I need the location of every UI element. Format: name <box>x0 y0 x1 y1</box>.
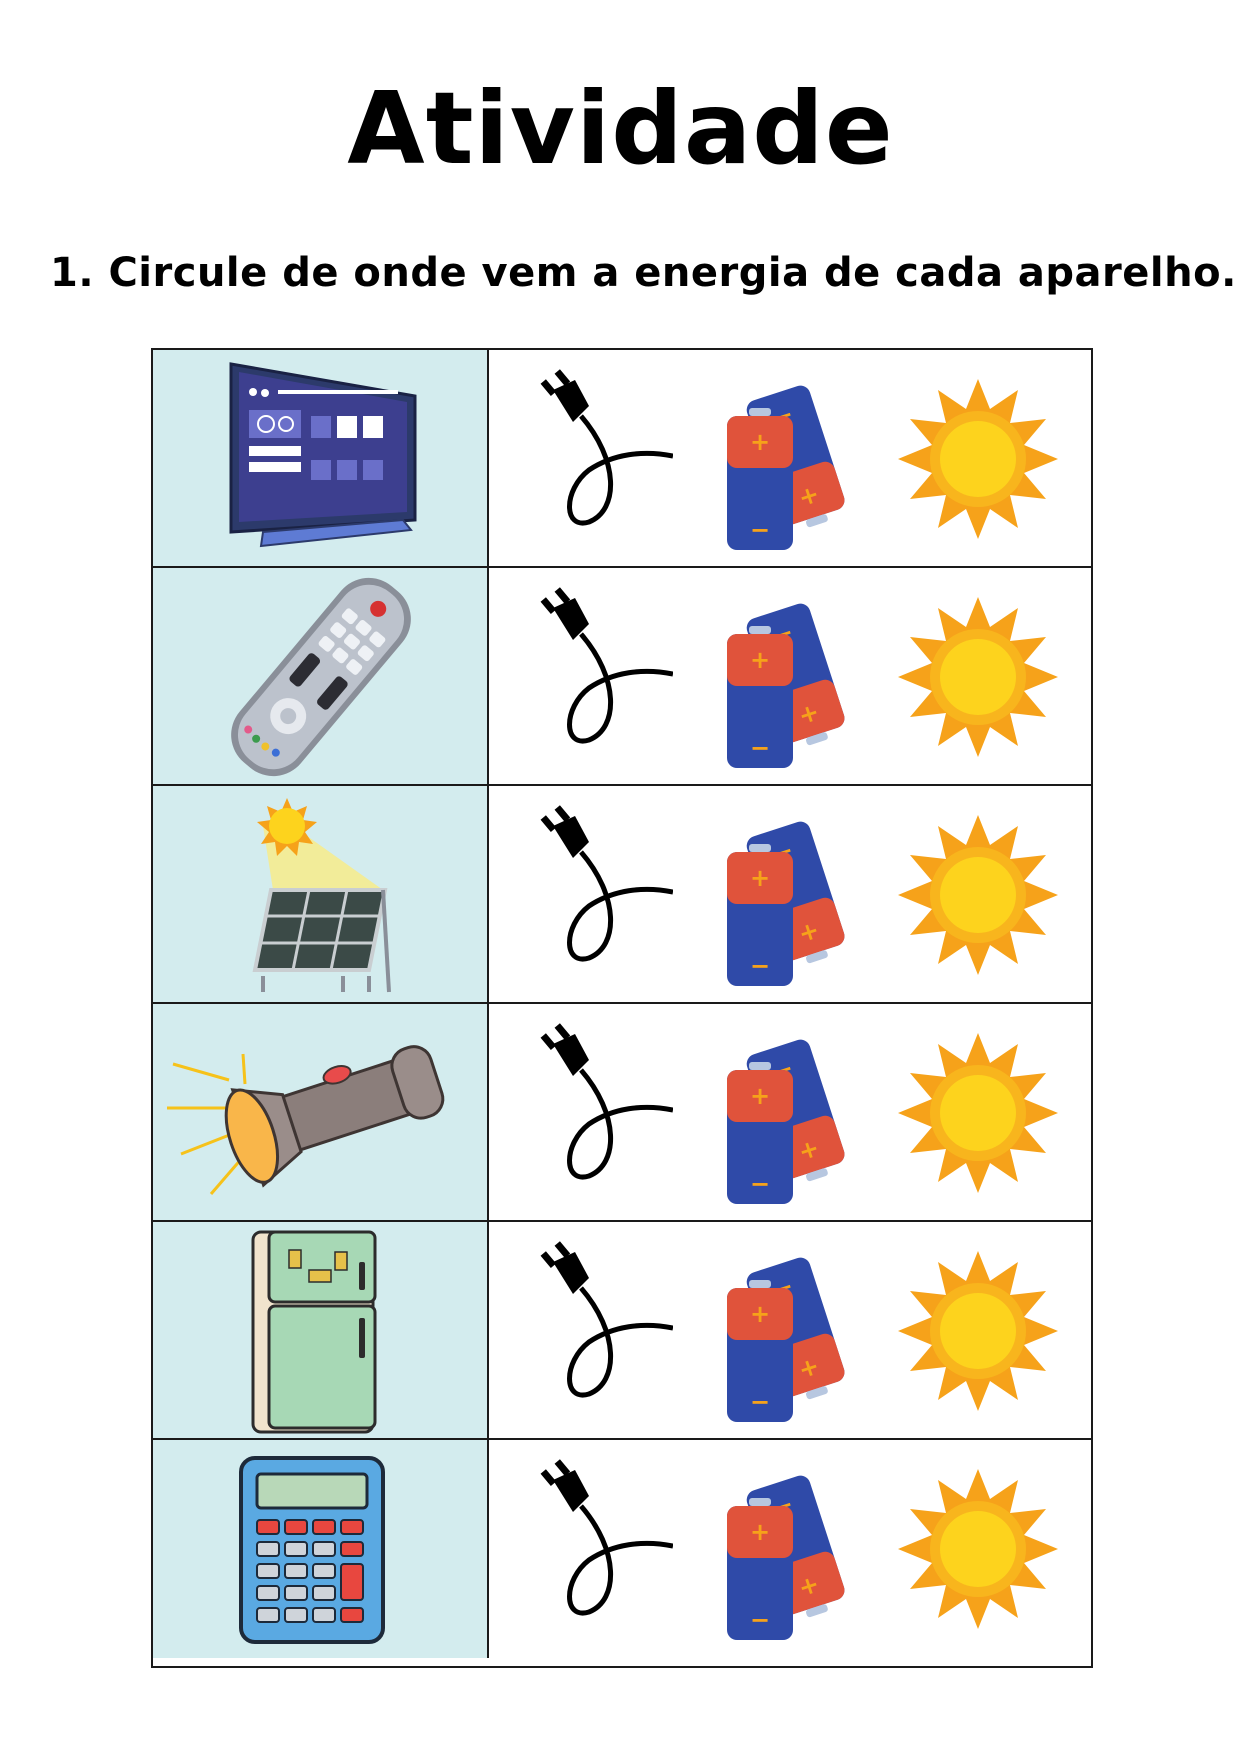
page-title: Atividade <box>347 70 894 187</box>
refrigerator-icon <box>153 1222 489 1440</box>
table-row <box>153 350 1091 568</box>
solar-panel-icon <box>153 786 489 1004</box>
battery-icon <box>699 1222 849 1440</box>
sun-option[interactable] <box>893 1440 1063 1658</box>
svg-text:−: − <box>749 1170 771 1198</box>
sun-option[interactable] <box>893 350 1063 566</box>
sun-option[interactable] <box>893 1004 1063 1220</box>
svg-text:+: + <box>749 1300 771 1328</box>
svg-text:+: + <box>794 1569 823 1603</box>
plug-option[interactable] <box>523 568 673 784</box>
table-row <box>153 1222 1091 1440</box>
battery-option[interactable] <box>699 1222 849 1438</box>
battery-icon <box>699 786 849 1004</box>
table-row <box>153 1004 1091 1222</box>
plug-icon <box>523 350 673 568</box>
plug-option[interactable] <box>523 1222 673 1438</box>
svg-text:+: + <box>794 1351 823 1385</box>
battery-option[interactable] <box>699 1440 849 1658</box>
battery-icon <box>699 1440 849 1658</box>
battery-option[interactable] <box>699 350 849 566</box>
sun-icon <box>893 350 1063 568</box>
device-cell <box>153 1222 489 1438</box>
sun-icon <box>893 786 1063 1004</box>
sun-option[interactable] <box>893 1222 1063 1438</box>
table-row <box>153 786 1091 1004</box>
plug-icon <box>523 786 673 1004</box>
svg-text:−: − <box>749 1606 771 1634</box>
plug-icon <box>523 1222 673 1440</box>
activity-table <box>151 348 1093 1668</box>
device-cell <box>153 1440 489 1658</box>
svg-text:−: − <box>749 1388 771 1416</box>
calculator-icon <box>153 1440 489 1658</box>
plug-option[interactable] <box>523 786 673 1002</box>
sun-icon <box>893 1222 1063 1440</box>
sun-option[interactable] <box>893 568 1063 784</box>
svg-text:+: + <box>749 1518 771 1546</box>
plug-option[interactable] <box>523 1440 673 1658</box>
battery-icon <box>699 568 849 786</box>
battery-icon <box>699 350 849 568</box>
battery-option[interactable] <box>699 568 849 784</box>
flashlight-icon <box>153 1004 489 1222</box>
svg-text:+: + <box>749 864 771 892</box>
svg-text:+: + <box>749 646 771 674</box>
device-cell <box>153 1004 489 1220</box>
question-text: 1. Circule de onde vem a energia de cada aparelho. <box>50 250 1237 296</box>
sun-icon <box>893 1440 1063 1658</box>
plug-icon <box>523 1004 673 1222</box>
plug-icon <box>523 568 673 786</box>
sun-option[interactable] <box>893 786 1063 1002</box>
table-row <box>153 1440 1091 1658</box>
table-row <box>153 568 1091 786</box>
svg-text:+: + <box>749 428 771 456</box>
device-cell <box>153 568 489 784</box>
plug-option[interactable] <box>523 350 673 566</box>
device-cell <box>153 350 489 566</box>
svg-text:−: − <box>749 952 771 980</box>
plug-icon <box>523 1440 673 1658</box>
svg-text:+: + <box>794 479 823 513</box>
svg-text:−: − <box>749 734 771 762</box>
battery-icon <box>699 1004 849 1222</box>
remote-control-icon <box>153 568 489 786</box>
svg-text:+: + <box>794 915 823 949</box>
plug-option[interactable] <box>523 1004 673 1220</box>
battery-option[interactable] <box>699 1004 849 1220</box>
sun-icon <box>893 568 1063 786</box>
svg-text:+: + <box>749 1082 771 1110</box>
battery-option[interactable] <box>699 786 849 1002</box>
sun-icon <box>893 1004 1063 1222</box>
svg-text:+: + <box>794 697 823 731</box>
tv-icon <box>153 350 489 568</box>
svg-text:+: + <box>794 1133 823 1167</box>
svg-text:−: − <box>749 516 771 544</box>
device-cell <box>153 786 489 1002</box>
